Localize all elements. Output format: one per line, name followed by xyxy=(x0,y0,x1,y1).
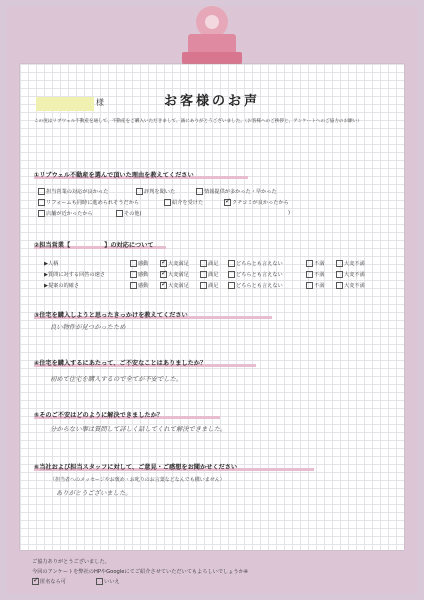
q4-answer: 初めて住宅を購入するので全てが不安でした。 xyxy=(50,376,183,383)
q2-r3-c4[interactable]: どちらとも言えない xyxy=(228,282,283,289)
q1-option-3[interactable]: 情報提供が多かった・早かった xyxy=(196,188,277,195)
q2-r2-c3[interactable]: 満足 xyxy=(200,271,218,278)
footer-thanks: ご協力ありがとうございました。 xyxy=(32,559,110,565)
clipboard-clip-icon xyxy=(162,0,262,70)
q2-row-3-label: ▶提案の的確さ xyxy=(44,283,80,289)
q1-option-4[interactable]: リフォームも同時に進められそうだから xyxy=(38,199,139,206)
intro-text: この度はリブウェル不動産を通して、不動産をご購入いただきまして、誠にありがとうございました。（お客様へのご挨拶と、アンケートへのご協力のお願い） xyxy=(34,119,362,124)
q2-r3-c6[interactable]: 大変不満 xyxy=(336,282,365,289)
footer-option-no[interactable]: いいえ xyxy=(96,578,120,585)
survey-sheet xyxy=(20,64,404,550)
q2-r2-c6[interactable]: 大変不満 xyxy=(336,271,365,278)
q1-option-1[interactable]: 担当営業の対応が良かった xyxy=(38,188,108,195)
q1-option-2[interactable]: 評判を聞いた xyxy=(136,188,175,195)
honorific-label: 様 xyxy=(96,98,104,107)
q2-row-1-label: ▶人柄 xyxy=(44,261,59,267)
q3-title: ③住宅を購入しようと思ったきっかけを教えてください xyxy=(34,312,188,319)
q2-r2-c1[interactable]: 感動 xyxy=(130,271,148,278)
footer-ask: 今回のアンケートを弊社のHPやGoogleにてご紹介させていただいてもよろしいでしょうか※ xyxy=(32,569,249,575)
q2-r3-c5[interactable]: 不満 xyxy=(306,282,324,289)
q1-title: ①リブウェル不動産を選んで頂いた理由を教えてください xyxy=(34,172,194,179)
q2-r1-c1[interactable]: 感動 xyxy=(130,260,148,267)
q2-r3-c2[interactable]: ✓ 大変満足 xyxy=(161,280,189,289)
q4-title: ④住宅を購入するにあたって、ご不安なことはありましたか？ xyxy=(34,360,207,367)
q1-option-8[interactable]: その他( xyxy=(116,210,142,217)
q2-r1-c5[interactable]: 不満 xyxy=(306,260,324,267)
q1-option-5[interactable]: 紹介を受けた xyxy=(164,199,203,206)
q5-title: ⑤そのご不安はどのように解決できましたか？ xyxy=(34,412,163,419)
page-title: お客様のお声 xyxy=(163,94,260,109)
q2-r1-c3[interactable]: 満足 xyxy=(200,260,218,267)
q5-answer: 分からない事は質問して詳しく話してくれて解決できました。 xyxy=(50,426,227,433)
q1-option-6-checked[interactable]: ✓ クチコミが良かったから xyxy=(225,197,289,206)
q2-r1-c2[interactable]: ✓ 大変満足 xyxy=(161,258,189,267)
q6-title: ⑥当社および担当スタッフに対して、ご意見・ご感想をお聞かせください xyxy=(34,464,238,471)
q2-r3-c3[interactable]: 満足 xyxy=(200,282,218,289)
q1-other-close: ) xyxy=(288,210,291,216)
q2-r2-c4[interactable]: どちらとも言えない xyxy=(228,271,283,278)
q6-subtitle: （担当者へのメッセージやお褒め・お叱りのお言葉などなんでも構いません） xyxy=(50,477,225,483)
q2-row-2-label: ▶質問に対する回答の速さ xyxy=(44,272,106,278)
q2-title: ②担当営業【 】の対応について xyxy=(34,242,154,249)
footer-option-yes[interactable]: ✓ 匿名なら可 xyxy=(33,576,66,585)
q3-answer: 良い物件が見つかったため xyxy=(50,324,126,331)
q2-r3-c1[interactable]: 感動 xyxy=(130,282,148,289)
q6-answer: ありがとうございました。 xyxy=(56,490,132,497)
q2-r2-c5[interactable]: 不満 xyxy=(306,271,324,278)
q2-r1-c6[interactable]: 大変不満 xyxy=(336,260,365,267)
q2-r2-c2[interactable]: ✓ 大変満足 xyxy=(161,269,189,278)
q2-r1-c4[interactable]: どちらとも言えない xyxy=(228,260,283,267)
q1-option-7[interactable]: 店舗が近かったから xyxy=(38,210,93,217)
